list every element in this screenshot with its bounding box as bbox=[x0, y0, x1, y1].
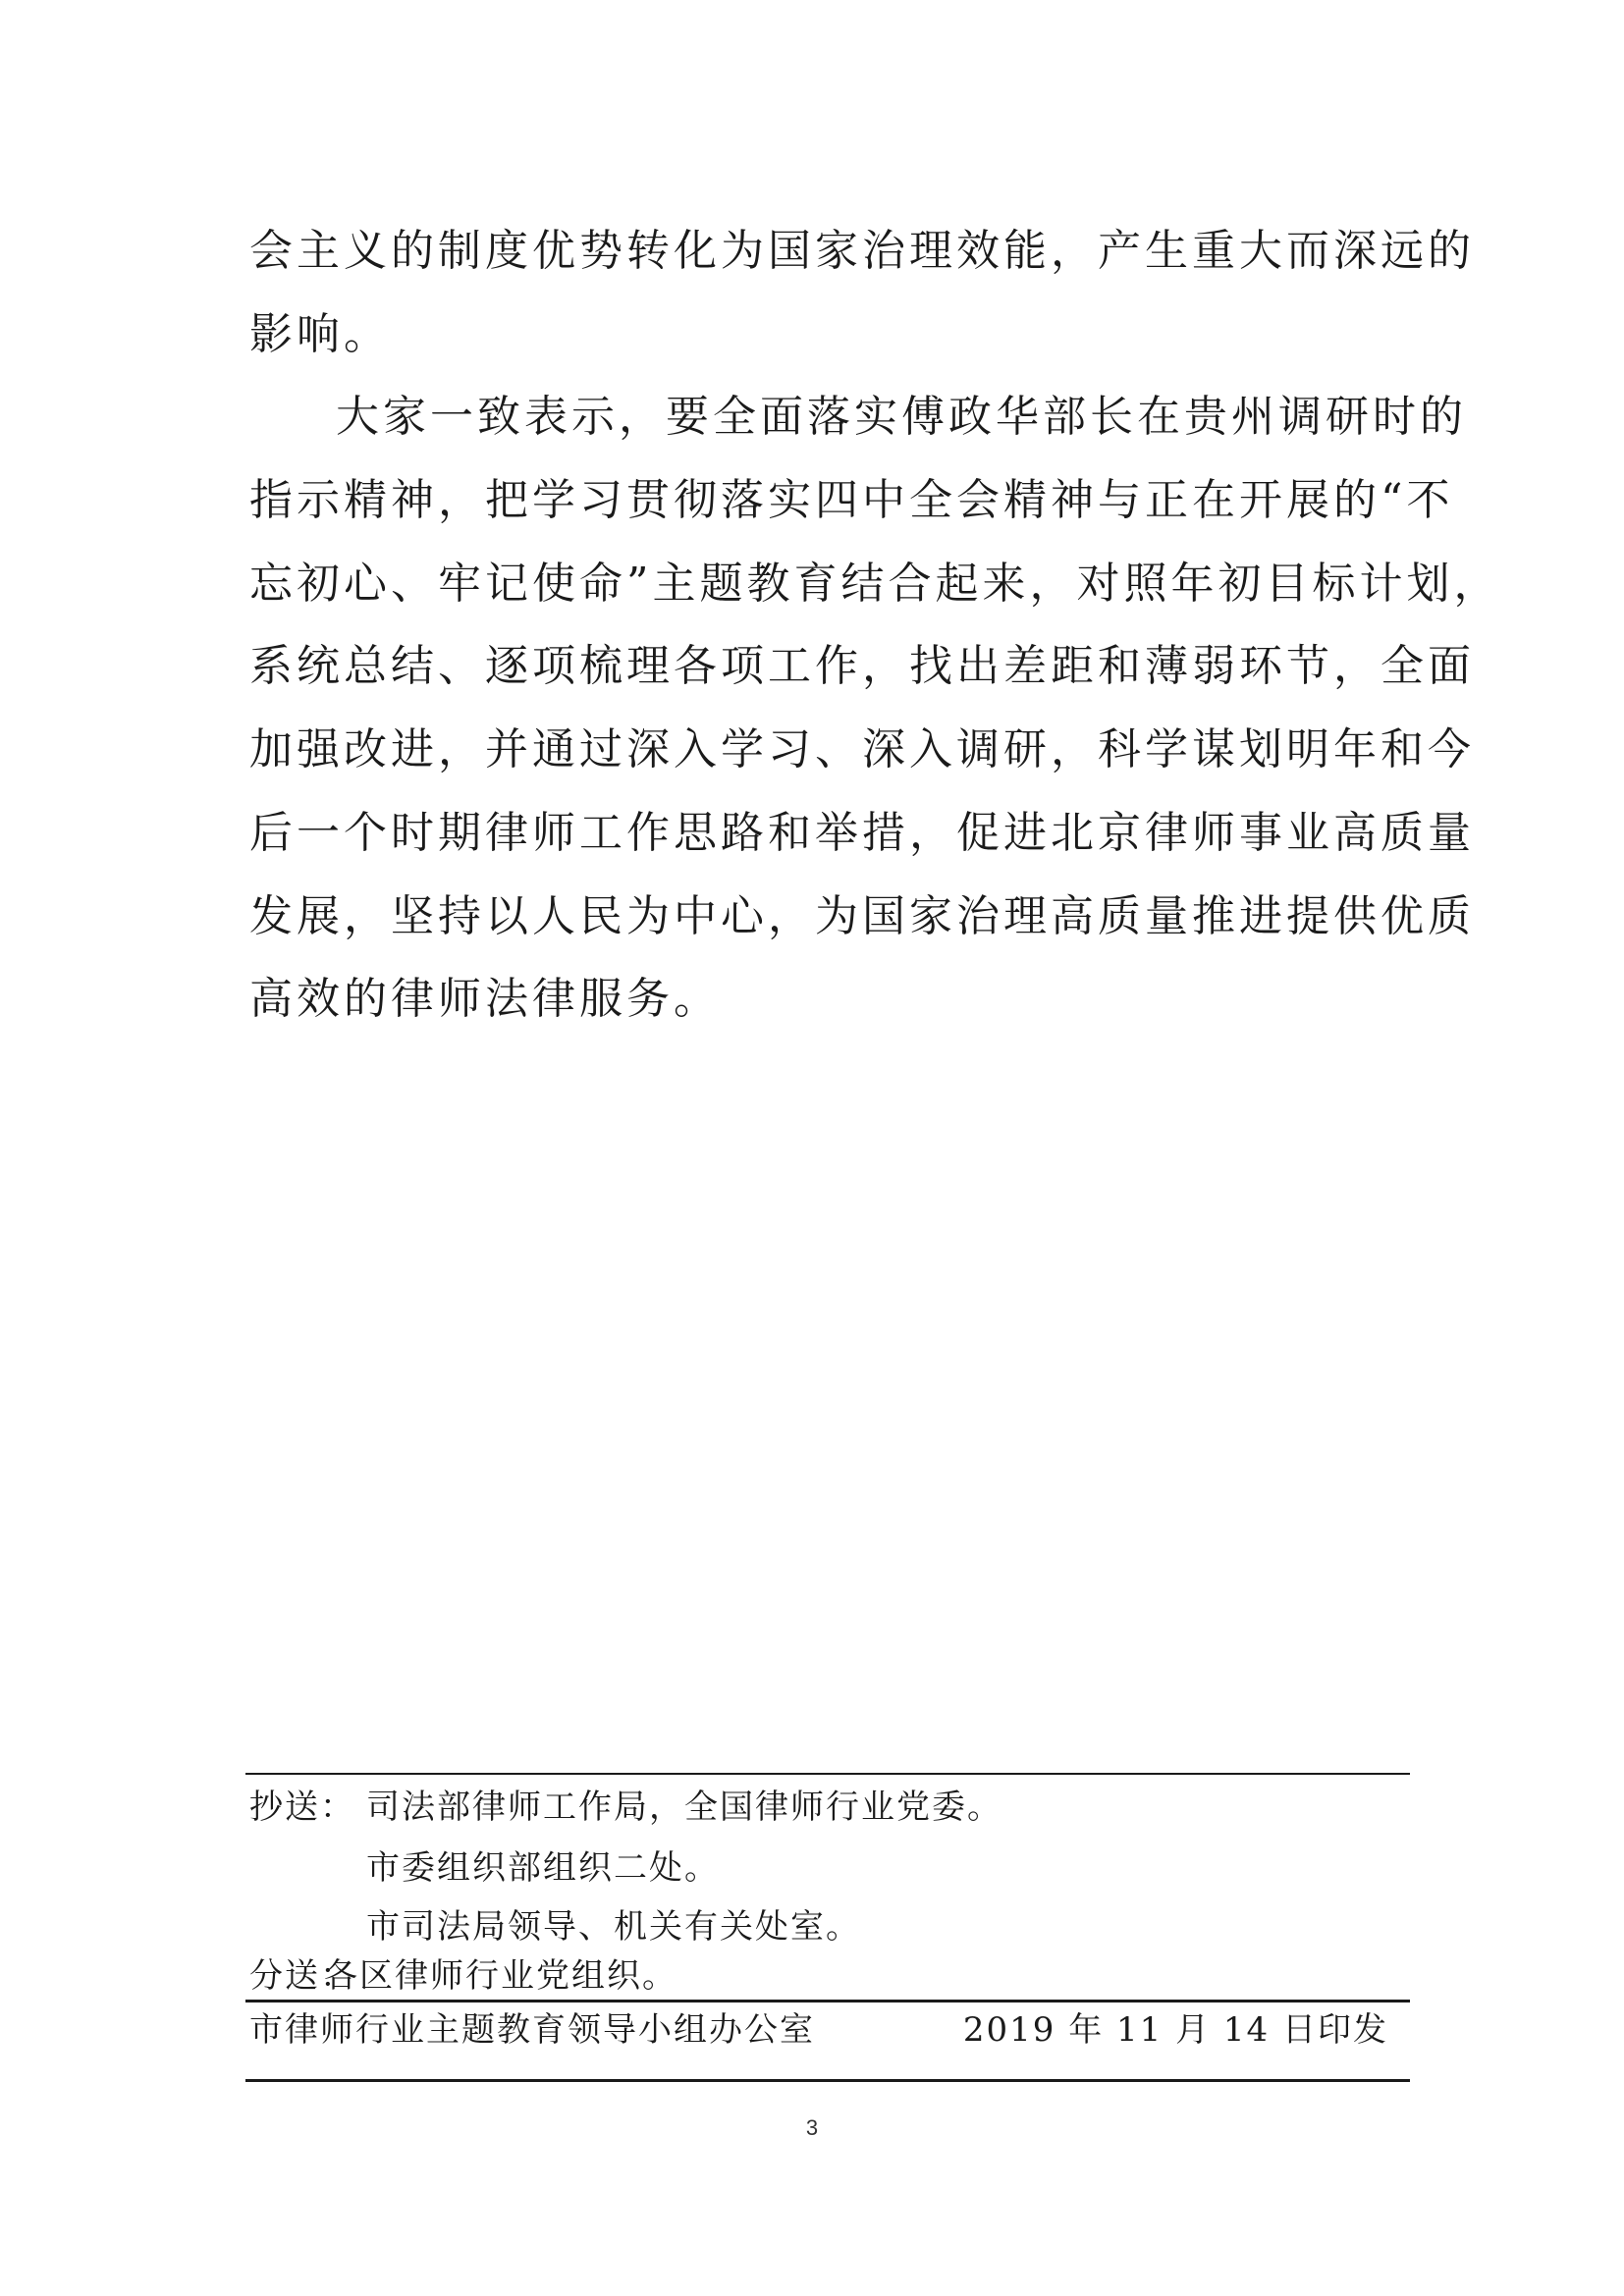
paragraph-2-line-2: 指示精神，把学习贯彻落实四中全会精神与正在开展的“不 bbox=[249, 475, 1454, 526]
paragraph-2-line-5: 加强改进，并通过深入学习、深入调研，科学谋划明年和今 bbox=[249, 724, 1475, 775]
body-text bbox=[249, 210, 1501, 1041]
paragraph-2-line-1: 大家一致表示，要全面落实傅政华部长在贵州调研时的 bbox=[336, 392, 1467, 443]
issuer-bottom-rule bbox=[245, 2079, 1410, 2082]
paragraph-2-line-3: 忘初心、牢记使命”主题教育结合起来，对照年初目标计划， bbox=[249, 558, 1501, 609]
paragraph-2-line-6: 后一个时期律师工作思路和举措，促进北京律师事业高质量 bbox=[249, 807, 1475, 858]
paragraph-1-line-1: 会主义的制度优势转化为国家治理效能，产生重大而深远的 bbox=[249, 226, 1475, 276]
paragraph-2-line-4: 系统总结、逐项梳理各项工作，找出差距和薄弱环节，全面 bbox=[249, 641, 1475, 692]
page-number: 3 bbox=[805, 2115, 819, 2140]
cc-item-3: 市司法局领导、机关有关处室。 bbox=[366, 1907, 861, 1947]
cc-item-2: 市委组织部组织二处。 bbox=[366, 1848, 720, 1888]
distribution-top-rule bbox=[245, 1773, 1410, 1775]
distribute-label: 分送： bbox=[249, 1956, 355, 1996]
issue-date: 2019 年 11 月 14 日印发 bbox=[962, 2010, 1388, 2050]
cc-label: 抄送： bbox=[249, 1788, 355, 1827]
issuer-top-rule bbox=[245, 2000, 1410, 2002]
paragraph-2-line-8: 高效的律师法律服务。 bbox=[249, 974, 721, 1025]
distribute-item-1: 各区律师行业党组织。 bbox=[324, 1956, 677, 1996]
issuer: 市律师行业主题教育领导小组办公室 bbox=[249, 2010, 815, 2050]
paragraph-1-line-2: 影响。 bbox=[249, 308, 391, 359]
cc-item-1: 司法部律师工作局，全国律师行业党委。 bbox=[366, 1788, 1002, 1827]
paragraph-2-line-7: 发展，坚持以人民为中心，为国家治理高质量推进提供优质 bbox=[249, 890, 1475, 941]
